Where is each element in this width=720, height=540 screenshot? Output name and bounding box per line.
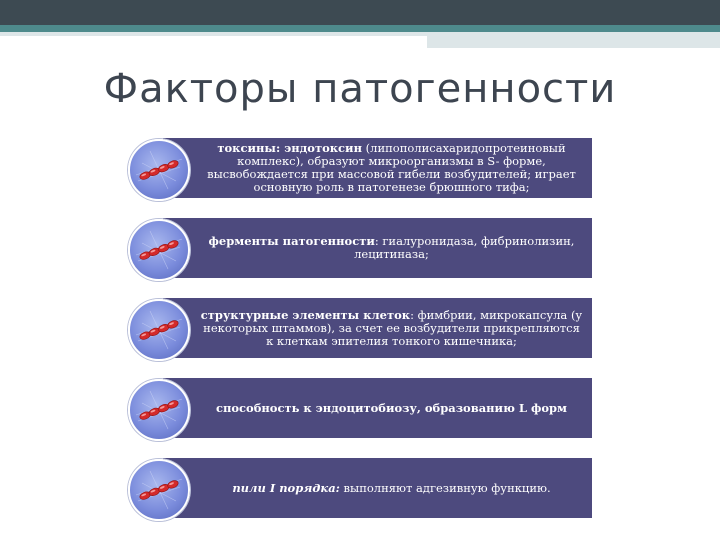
item-text bbox=[199, 309, 584, 348]
bacteria-icon bbox=[128, 459, 190, 521]
list-item bbox=[128, 458, 593, 518]
item-bold: способность к эндоцитобиозу, образованию L форм bbox=[215, 400, 568, 415]
slide-title: Факторы патогенности bbox=[103, 66, 617, 112]
header-bar-teal bbox=[0, 25, 720, 32]
item-text-band bbox=[163, 298, 592, 358]
list-item bbox=[128, 138, 593, 198]
item-bold: токсины: эндотоксин bbox=[217, 141, 363, 155]
header-bar-light bbox=[0, 32, 427, 36]
header-bar-light-right bbox=[427, 32, 720, 48]
list-item bbox=[128, 218, 593, 278]
item-text-band bbox=[163, 218, 592, 278]
item-rest: : гиалуронидаза, фибринолизин, лецитиназа; bbox=[354, 234, 575, 261]
item-bold: структурные элементы клеток bbox=[200, 307, 411, 322]
list-item bbox=[128, 378, 593, 438]
bacteria-icon bbox=[128, 219, 190, 281]
item-text bbox=[232, 482, 550, 495]
item-text bbox=[199, 235, 584, 261]
item-text-band bbox=[163, 378, 592, 438]
list-item bbox=[128, 298, 593, 358]
item-bold: пили I порядка: bbox=[232, 480, 340, 495]
item-rest: : фимбрии, микрокапсула (у некоторых штаммов), за счет ее возбудители прикрепляются к клеткам эпителия тонкого кишечника; bbox=[203, 307, 583, 348]
bacteria-icon bbox=[128, 379, 190, 441]
item-text-band bbox=[163, 458, 592, 518]
header-bar-dark bbox=[0, 0, 720, 25]
item-text bbox=[199, 142, 584, 194]
item-rest: (липополисахаридопротеиновый комплекс), образуют микроорганизмы в S- форме, высвобождается при массовой гибели возбудителей; играет основную роль в патогенезе брюшного тифа; bbox=[207, 141, 576, 194]
item-bold: ферменты патогенности bbox=[208, 234, 375, 248]
item-text-band bbox=[163, 138, 592, 198]
bacteria-icon bbox=[128, 299, 190, 361]
item-rest: выполняют адгезивную функцию. bbox=[339, 480, 551, 495]
bacteria-icon bbox=[128, 139, 190, 201]
item-text bbox=[216, 402, 567, 415]
